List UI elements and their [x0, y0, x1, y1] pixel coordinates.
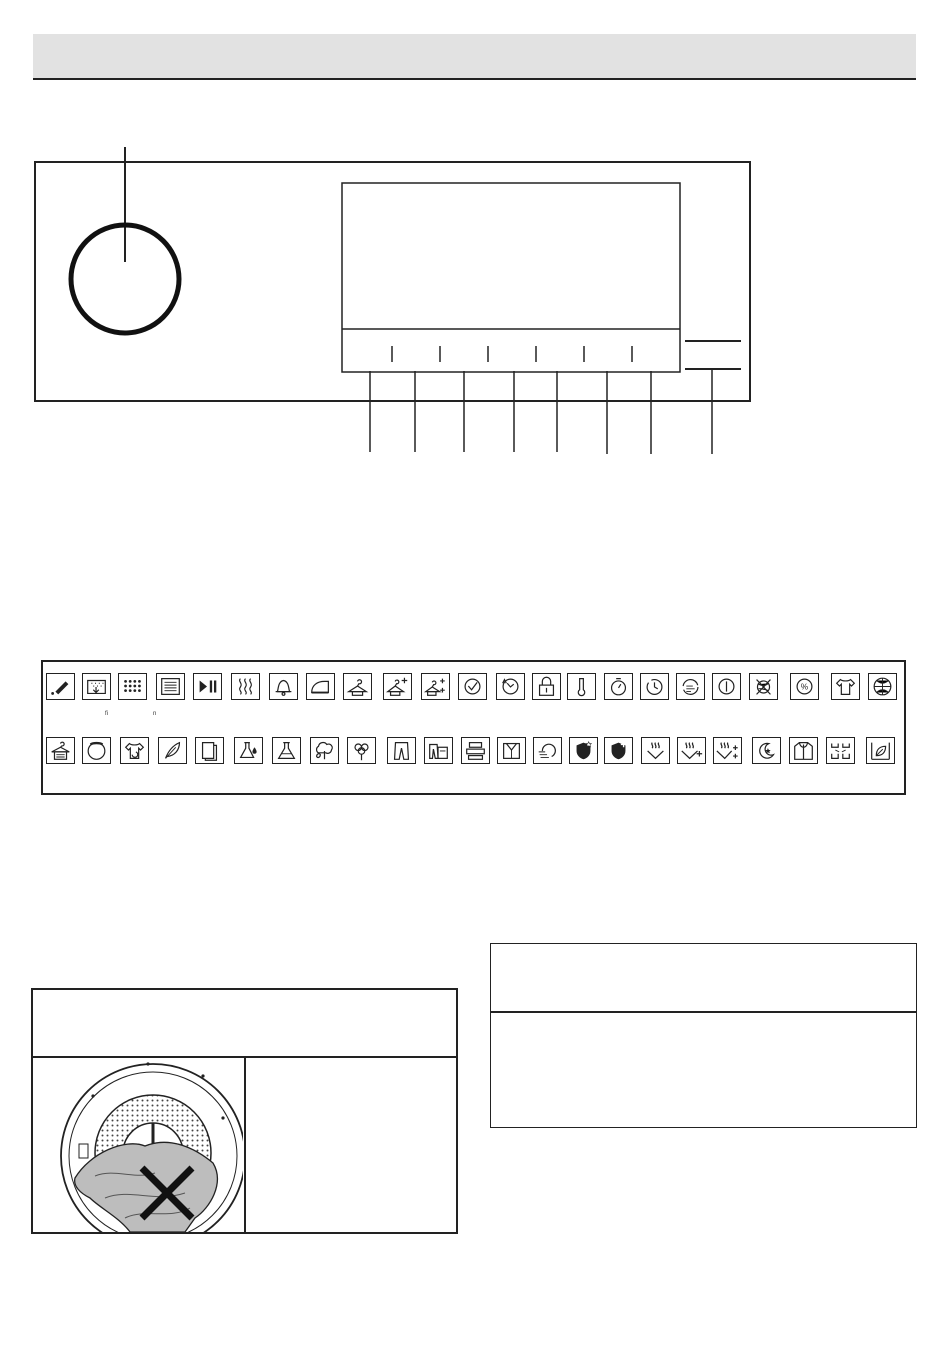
- display-button-ticks: [392, 346, 632, 362]
- steam-icon: [641, 737, 670, 764]
- towel-icon: [195, 737, 224, 764]
- warning-box-column-divider: [244, 1056, 246, 1232]
- shirt-rotate-icon: [120, 737, 149, 764]
- tshirt-icon: [831, 673, 860, 700]
- control-panel-diagram: [0, 0, 950, 470]
- start-pause-icon: [193, 673, 222, 700]
- hanger-shirt-icon: [46, 737, 75, 764]
- check-icon: [458, 673, 487, 700]
- jacket-icon: [789, 737, 818, 764]
- display-screen: [342, 183, 680, 372]
- timer-icon: [604, 673, 633, 700]
- shield-star-icon: [569, 737, 598, 764]
- trousers-icon: [387, 737, 416, 764]
- yarn-no-icon: [749, 673, 778, 700]
- bell-icon: [269, 673, 298, 700]
- drum-overload-illustration: [35, 1058, 243, 1232]
- night-icon: [752, 737, 781, 764]
- thermometer-icon: [567, 673, 596, 700]
- note-box-divider: [491, 1011, 916, 1013]
- quick-icon: [533, 737, 562, 764]
- cotton-icon: [347, 737, 376, 764]
- control-panel-outline: [35, 162, 750, 401]
- steam-plus-plus-icon: [713, 737, 742, 764]
- flask-icon: [272, 737, 301, 764]
- callout-lines: [370, 369, 712, 454]
- display-lines-icon: [156, 673, 185, 700]
- flask-drop-icon: [234, 737, 263, 764]
- svg-text:%: %: [800, 681, 809, 692]
- shield-plus-icon: [604, 737, 633, 764]
- drum-dots-icon: [118, 673, 147, 700]
- lock-icon: [532, 673, 561, 700]
- sensor-dry-icon: [82, 673, 111, 700]
- iron-icon: [306, 673, 335, 700]
- hanger-plus-icon: [383, 673, 412, 700]
- pipette-icon: [46, 673, 75, 700]
- tree-icon: [310, 737, 339, 764]
- refresh-load-icon: [676, 673, 705, 700]
- drum-icon: [82, 737, 111, 764]
- hanger-icon: [343, 673, 372, 700]
- percent-circle-icon: [790, 673, 819, 700]
- power-icon: [712, 673, 741, 700]
- feather-icon: [158, 737, 187, 764]
- delay-rotate-icon: [496, 673, 525, 700]
- symbol-subscript: n: [153, 711, 157, 717]
- baskets-icon: [826, 737, 855, 764]
- shirt-fold-icon: [497, 737, 526, 764]
- eco-leaf-icon: [866, 737, 895, 764]
- hanger-plus-plus-icon: [421, 673, 450, 700]
- heat-waves-icon: [231, 673, 260, 700]
- note-box: [490, 943, 917, 1128]
- jeans-mix-icon: [424, 737, 453, 764]
- warning-box: [31, 988, 458, 1234]
- globe-ball-icon: [868, 673, 897, 700]
- symbol-subscript: fi: [105, 711, 108, 717]
- clock-icon: [640, 673, 669, 700]
- stack-icon: [461, 737, 490, 764]
- steam-plus-icon: [677, 737, 706, 764]
